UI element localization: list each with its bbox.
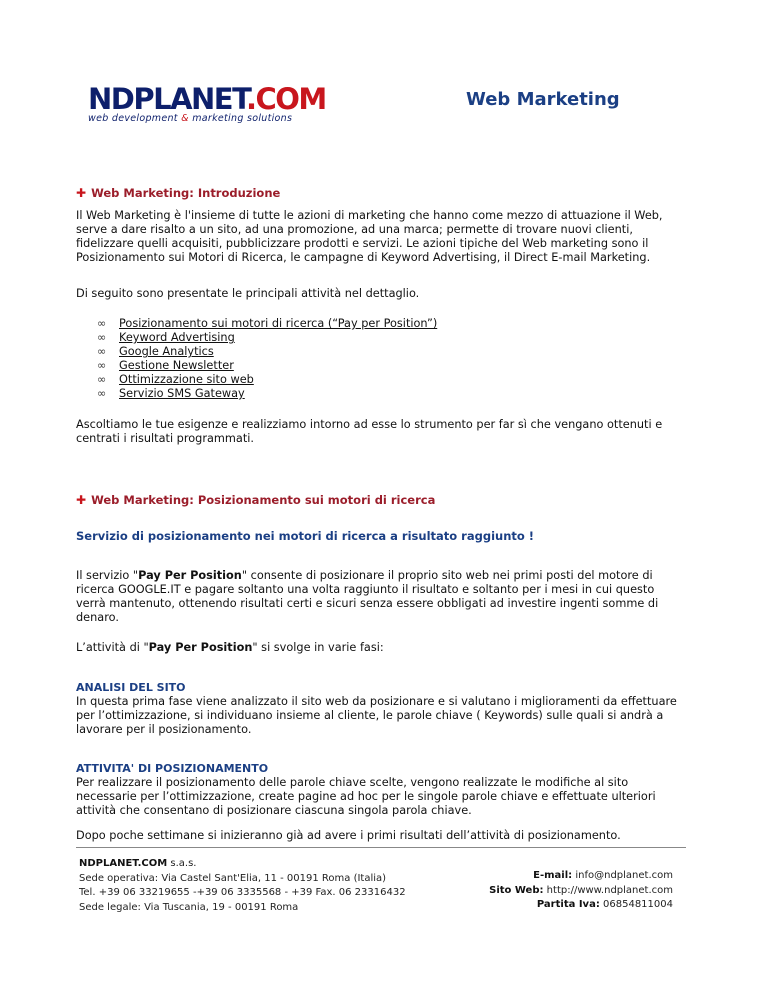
text-span: " si svolge in varie fasi: (252, 641, 384, 654)
text-line: attività che consentano di posizionare ciascuna singola parola chiave. (76, 804, 472, 817)
activities-intro: Di seguito sono presentate le principali attività nel dettaglio. (76, 287, 420, 300)
list-item[interactable] (97, 317, 437, 331)
footer-website (489, 884, 673, 899)
section-heading-text: Web Marketing: Introduzione (91, 186, 281, 200)
activities-list (97, 317, 437, 401)
footer-email (489, 869, 673, 884)
text-line: serve a dare risalto a un sito, ad una promozione, ad una marca; permette di trovare nuovi clienti, (76, 223, 633, 236)
activity-link[interactable]: Keyword Advertising (119, 331, 235, 344)
text-line: fidelizzare quelli acquisiti, pubblicizzare prodotti e servizi. Le azioni tipiche del Web marketing sono il (76, 237, 649, 250)
bullet-icon: ∞ (97, 387, 107, 400)
star-icon: ✚ (76, 493, 87, 507)
tagline-part-2: marketing solutions (192, 113, 293, 124)
text-line: denaro. (76, 611, 119, 624)
bold-term: Pay Per Position (148, 641, 253, 654)
text-span: Il servizio " (76, 569, 139, 582)
text-line: centrati i risultati programmati. (76, 432, 254, 445)
intro-paragraph (76, 209, 696, 265)
footer-brand-line (79, 857, 406, 872)
logo-main-text: NDPLANET (88, 82, 246, 116)
text-line: Posizionamento sui Motori di Ricerca, le campagne di Keyword Advertising, il Direct E-mail Marketing. (76, 251, 651, 264)
text-span: " consente di posizionare il proprio sito web nei primi posti del motore di (241, 569, 653, 582)
text-line: verrà mantenuto, ottenendo risultati certi e sicuri senza essere obbligati ad investire ingenti somme di (76, 597, 659, 610)
text-line: lavorare per il posizionamento. (76, 723, 252, 736)
list-item[interactable] (97, 387, 437, 401)
list-item[interactable] (97, 359, 437, 373)
text-line: ricerca GOOGLE.IT e pagare soltanto una volta raggiunto il risultato e soltanto per i mesi in cui questo (76, 583, 655, 596)
text-line: Il Web Marketing è l'insieme di tutte le azioni di marketing che hanno come mezzo di attuazione il Web, (76, 209, 663, 222)
phases-intro (76, 641, 696, 655)
bold-term: Pay Per Position (138, 569, 242, 582)
footer-contacts (489, 869, 673, 913)
bullet-icon: ∞ (97, 331, 107, 344)
activity-link[interactable]: Ottimizzazione sito web (119, 373, 254, 386)
closing-intro-paragraph (76, 418, 696, 446)
footer-phone: Tel. +39 06 33219655 -+39 06 3335568 - +39 Fax. 06 23316432 (79, 887, 406, 898)
activity-link[interactable]: Google Analytics (119, 345, 214, 358)
analisi-heading: ANALISI DEL SITO (76, 681, 186, 694)
website-value[interactable]: http://www.ndplanet.com (543, 884, 673, 896)
logo-tagline (88, 112, 292, 126)
bullet-icon: ∞ (97, 359, 107, 372)
star-icon: ✚ (76, 186, 87, 200)
vat-label: Partita Iva: (536, 899, 600, 910)
footer-vat (489, 898, 673, 913)
text-line: In questa prima fase viene analizzato il sito web da posizionare e si valutano i miglioramenti da effettuare (76, 695, 677, 708)
analisi-paragraph (76, 695, 696, 737)
list-item[interactable] (97, 373, 437, 387)
footer-address-legal: Sede legale: Via Tuscania, 19 - 00191 Roma (79, 901, 299, 913)
email-label: E-mail: (533, 870, 573, 881)
tagline-part-1: web development (88, 113, 178, 124)
section-heading-intro (76, 186, 280, 200)
footer-address-operational: Sede operativa: Via Castel Sant'Elia, 11 - 00191 Roma (Italia) (79, 872, 387, 884)
closing-paragraph: Dopo poche settimane si inizieranno già ad avere i primi risultati dell’attività di posizionamento. (76, 829, 621, 842)
tagline-ampersand: & (177, 113, 193, 124)
footer-divider (76, 847, 686, 848)
website-label: Sito Web: (489, 884, 544, 896)
activity-link[interactable]: Servizio SMS Gateway (119, 387, 245, 400)
vat-value: 06854811004 (599, 899, 673, 910)
company-logo (88, 84, 326, 114)
email-value[interactable]: info@ndplanet.com (572, 870, 673, 881)
footer-brand: NDPLANET.COM (79, 858, 168, 869)
text-line: per l’ottimizzazione, si individuano insieme al cliente, le parole chiave ( Keywords) sulle quali si andrà a (76, 709, 664, 722)
activity-link[interactable]: Posizionamento sui motori di ricerca (“Pay per Position”) (119, 317, 438, 330)
text-line (76, 569, 696, 583)
bullet-icon: ∞ (97, 373, 107, 386)
text-line: Per realizzare il posizionamento delle parole chiave scelte, vengono realizzate le modifiche al sito (76, 776, 629, 789)
bullet-icon: ∞ (97, 317, 107, 330)
list-item[interactable] (97, 345, 437, 359)
ppp-paragraph (76, 569, 696, 625)
text-line: Ascoltiamo le tue esigenze e realizziamo intorno ad esse lo strumento per far sì che vengano ottenuti e (76, 418, 663, 431)
attivita-heading: ATTIVITA' DI POSIZIONAMENTO (76, 762, 269, 775)
bullet-icon: ∞ (97, 345, 107, 358)
section-heading-text: Web Marketing: Posizionamento sui motori di ricerca (91, 493, 436, 507)
text-line: necessarie per l’ottimizzazione, create pagine ad hoc per le singole parole chiave e effettuate ulteriori (76, 790, 656, 803)
text-span: L’attività di " (76, 641, 149, 654)
list-item[interactable] (97, 331, 437, 345)
section-heading-positioning (76, 493, 435, 507)
activity-link[interactable]: Gestione Newsletter (119, 359, 234, 372)
attivita-paragraph (76, 776, 696, 818)
logo-com-text: .COM (245, 82, 326, 116)
page-title: Web Marketing (466, 89, 620, 110)
footer-brand-suffix: s.a.s. (167, 858, 197, 869)
service-subheading: Servizio di posizionamento nei motori di ricerca a risultato raggiunto ! (76, 529, 535, 543)
footer-company-info (79, 857, 406, 915)
